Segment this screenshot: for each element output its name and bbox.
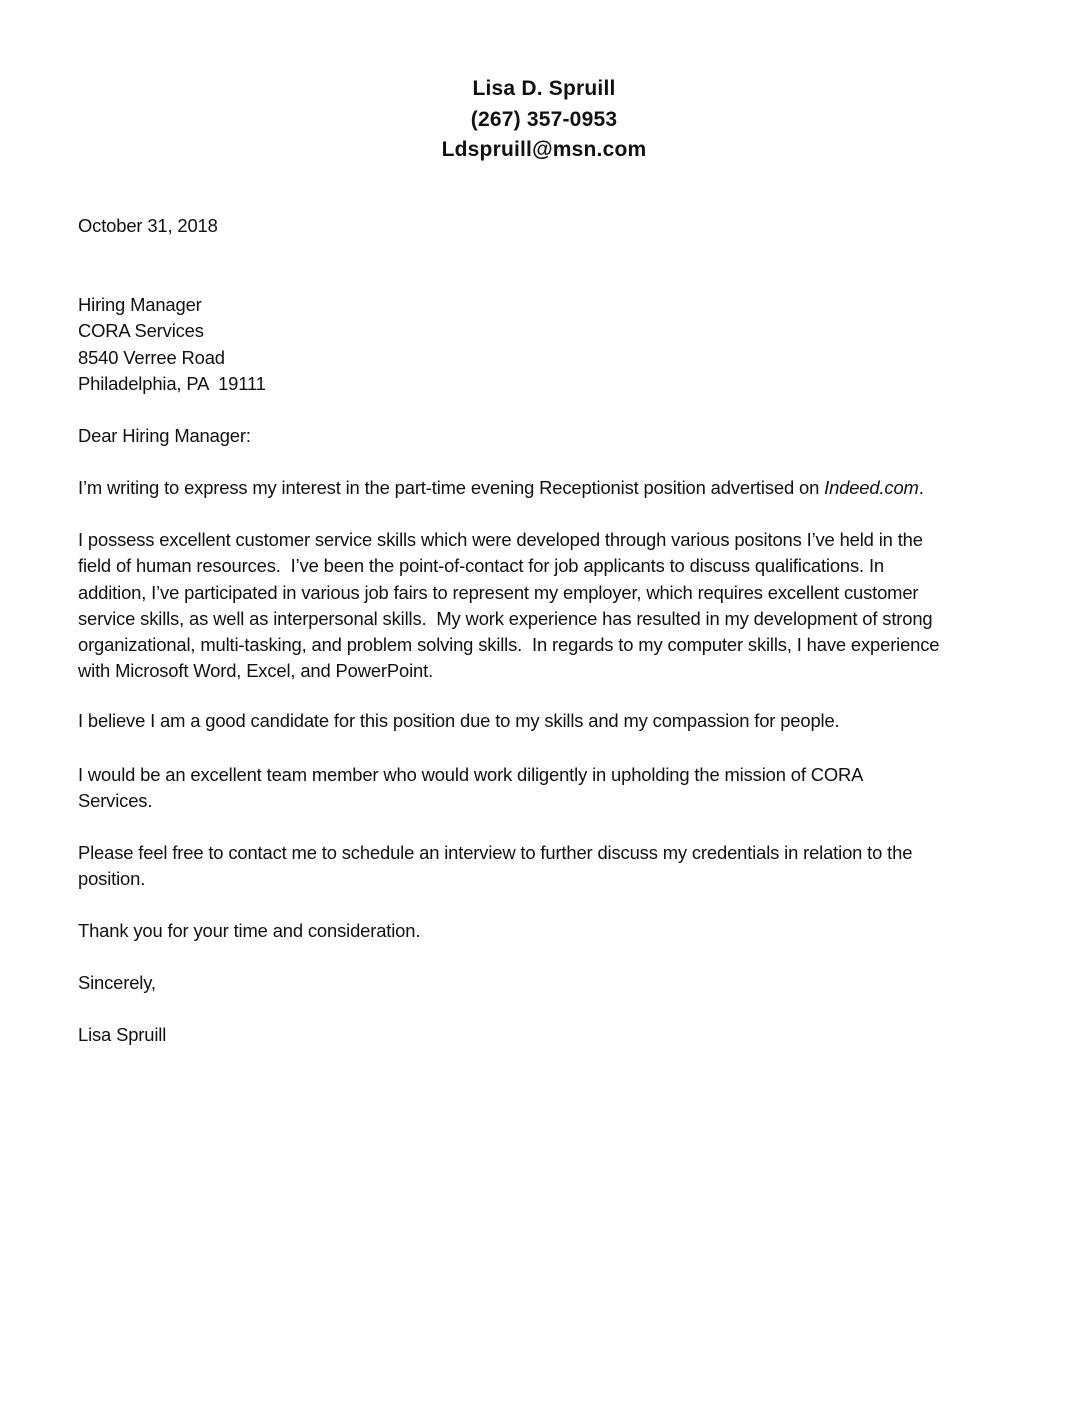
letterhead — [0, 74, 1088, 166]
paragraph-line: position. — [78, 868, 146, 890]
recipient-address — [78, 292, 1018, 397]
paragraph-candidate: I believe I am a good candidate for this position due to my skills and my compassion for people. — [78, 710, 840, 731]
sender-phone: (267) 357-0953 — [470, 107, 618, 131]
intro-end: . — [918, 477, 924, 498]
recipient-line: 8540 Verree Road — [78, 346, 225, 368]
paragraph-skills — [78, 527, 1018, 685]
paragraph-line: service skills, as well as interpersonal skills. My work experience has resulted in my development of strong — [78, 607, 933, 629]
intro-text: I’m writing to express my interest in the part-time evening Receptionist position advertised on — [78, 477, 825, 498]
paragraph-line: I possess excellent customer service skills which were developed through various positons I’ve held in the — [78, 529, 923, 550]
intro-emphasis: Indeed.com — [824, 477, 919, 498]
recipient-line: Philadelphia, PA 19111 — [78, 372, 266, 394]
letter-date: October 31, 2018 — [78, 215, 218, 236]
closing: Sincerely, — [78, 972, 156, 993]
paragraph-line: Services. — [78, 790, 153, 812]
paragraph-line: Please feel free to contact me to schedule an interview to further discuss my credentials in relation to the — [78, 842, 913, 863]
paragraph-line: organizational, multi-tasking, and problem solving skills. In regards to my computer skills, I have experience — [78, 634, 940, 656]
salutation: Dear Hiring Manager: — [78, 425, 251, 446]
sender-email: Ldspruill@msn.com — [441, 138, 647, 161]
paragraph-thanks: Thank you for your time and consideration. — [78, 920, 421, 941]
paragraph-line: addition, I’ve participated in various job fairs to represent my employer, which requires excellent customer — [78, 581, 919, 603]
paragraph-line: field of human resources. I’ve been the point-of-contact for job applicants to discuss qualifications. In — [78, 555, 885, 577]
paragraph-contact — [78, 840, 1018, 893]
paragraph-line: I would be an excellent team member who would work diligently in upholding the mission of CORA — [78, 764, 864, 785]
recipient-line: CORA Services — [78, 320, 204, 342]
signature: Lisa Spruill — [78, 1024, 167, 1045]
paragraph-team — [78, 762, 1018, 815]
paragraph-intro — [78, 475, 1018, 501]
paragraph-line: with Microsoft Word, Excel, and PowerPoint. — [78, 660, 434, 682]
recipient-line: Hiring Manager — [78, 294, 202, 315]
sender-name: Lisa D. Spruill — [472, 77, 616, 100]
